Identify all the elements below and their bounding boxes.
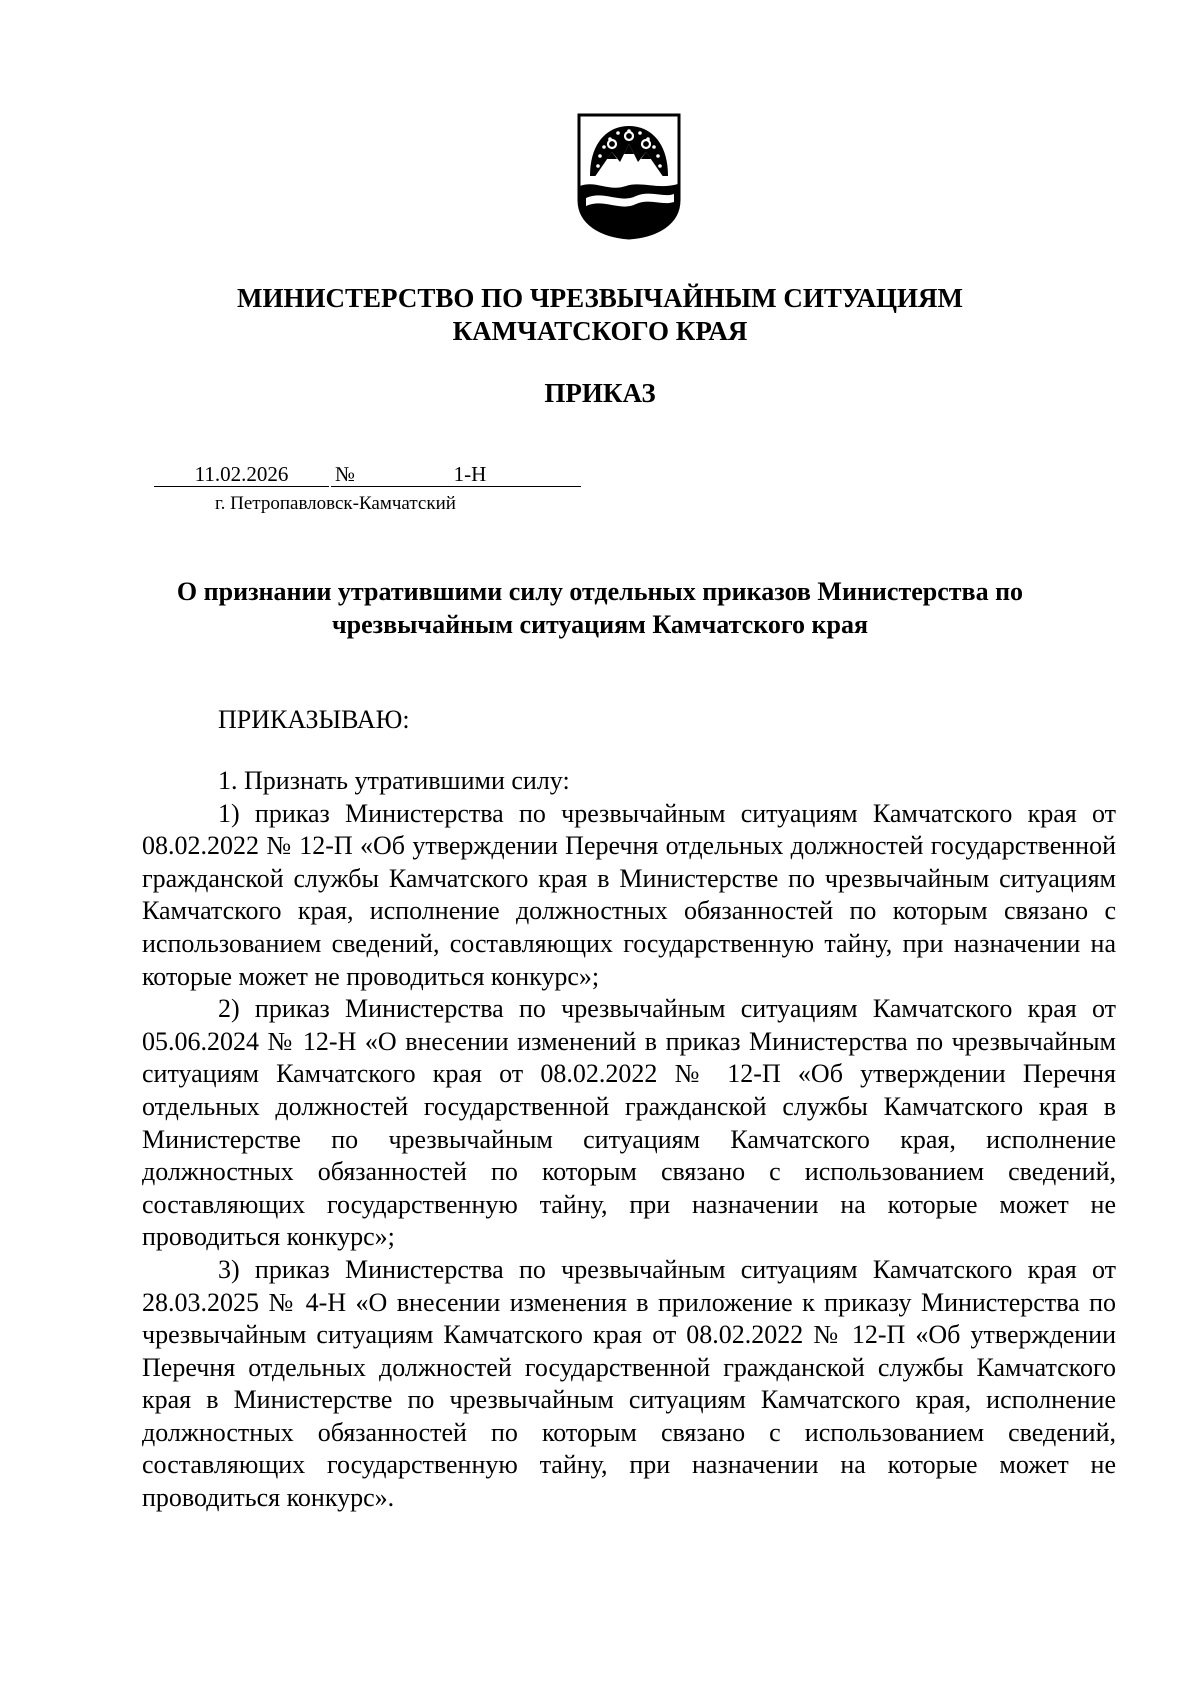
paragraph-1-2: 2) приказ Министерства по чрезвычайным ситуациям Камчатского края от 05.06.2024 № 12-Н «О внесении изменений в приказ Министерства по чрезвычайным ситуациям Камчатского края от 08.02.2022 № 12-П «Об утверждении Перечня отдельных должностей государственной гражданской службы Камчатского края в Министерстве по чрезвычайным ситуациям Камчатского края, исполнение должностных обязанностей по которым связано с использованием сведений, составляющих государственную тайну, при назначении на которые может не проводиться конкурс»; bbox=[142, 994, 1116, 1252]
paragraph-1: 1. Признать утратившими силу: bbox=[218, 766, 570, 795]
decree-word: ПРИКАЗЫВАЮ: bbox=[218, 705, 410, 734]
document-type: ПРИКАЗ bbox=[544, 378, 656, 408]
order-number: 1-Н bbox=[359, 462, 581, 487]
ministry-name-line2: КАМЧАТСКОГО КРАЯ bbox=[452, 316, 748, 346]
order-date: 11.02.2026 bbox=[154, 462, 329, 487]
issue-city: г. Петропавловск-Камчатский bbox=[215, 493, 456, 514]
coat-of-arms-icon bbox=[576, 112, 682, 240]
paragraph-1-3: 3) приказ Министерства по чрезвычайным ситуациям Камчатского края от 28.03.2025 № 4-Н «О внесении изменения в приложение к приказу Министерства по чрезвычайным ситуациям Камчатского края от 08.02.2022 № 12-П «Об утверждении Перечня отдельных должностей государственной гражданской службы Камчатского края в Министерстве по чрезвычайным ситуациям Камчатского края, исполнение должностных обязанностей по которым связано с использованием сведений, составляющих государственную тайну, при назначении на которые может не проводиться конкурс». bbox=[142, 1254, 1116, 1513]
order-subject bbox=[0, 575, 1200, 641]
order-body bbox=[142, 765, 1116, 1515]
paragraph-1-1: 1) приказ Министерства по чрезвычайным ситуациям Камчатского края от 08.02.2022 № 12-П «Об утверждении Перечня отдельных должностей государственной гражданской службы Камчатского края в Министерстве по чрезвычайным ситуациям Камчатского края, исполнение должностных обязанностей по которым связано с использованием сведений, составляющих государственную тайну, при назначении на которые может не проводиться конкурс»; bbox=[142, 798, 1116, 991]
subject-line2: чрезвычайным ситуациям Камчатского края bbox=[331, 610, 869, 639]
number-sign: № bbox=[331, 462, 359, 487]
subject-line1: О признании утратившими силу отдельных приказов Министерства по bbox=[176, 577, 1024, 606]
ministry-name-line1: МИНИСТЕРСТВО ПО ЧРЕЗВЫЧАЙНЫМ СИТУАЦИЯМ bbox=[237, 283, 963, 313]
